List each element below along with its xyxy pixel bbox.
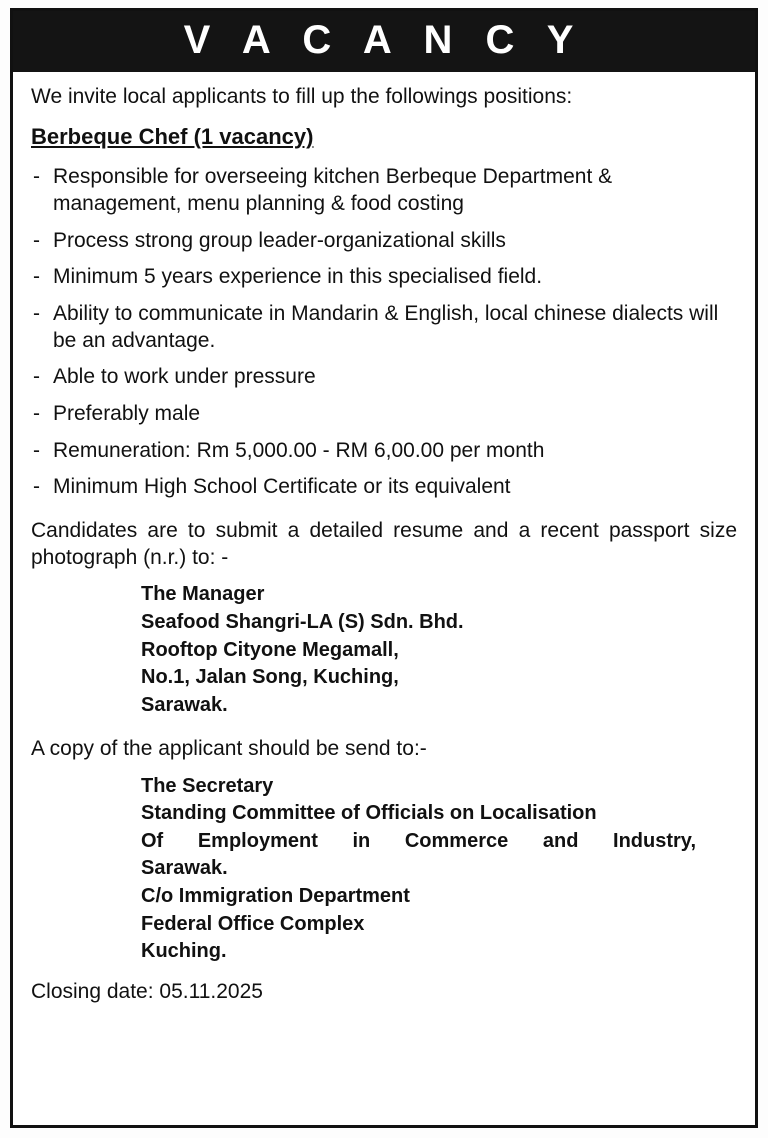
address-line: Federal Office Complex (141, 912, 365, 935)
address-line: Sarawak. (141, 857, 228, 880)
address-line: The Secretary (141, 774, 274, 797)
copy-instruction: A copy of the applicant should be send to:- (31, 737, 427, 761)
job-title: Berbeque Chef (1 vacancy) (31, 124, 314, 150)
submit-instruction: Candidates are to submit a detailed resume and a recent passport size photograph (n.r.) to: - (31, 518, 737, 570)
address-line: Of Employment in Commerce and Industry, (141, 829, 696, 852)
list-item: - Minimum 5 years experience in this specialised field. (31, 264, 737, 291)
address-line: Rooftop Cityone Megamall, (141, 638, 399, 661)
address-line: Kuching. (141, 940, 227, 963)
address-line: C/o Immigration Department (141, 885, 410, 908)
list-item: - Minimum High School Certificate or its equivalent (31, 474, 737, 501)
advertisement-frame (10, 8, 758, 1128)
list-item: - Process strong group leader-organizational skills (31, 228, 737, 255)
list-item: - Able to work under pressure (31, 364, 737, 391)
address-line: Standing Committee of Officials on Localisation (141, 802, 597, 825)
secondary-address-block (31, 773, 737, 966)
requirements-list (31, 164, 737, 501)
vacancy-banner (13, 11, 755, 72)
address-line: Sarawak. (141, 693, 228, 716)
advertisement-body (13, 72, 755, 1125)
address-line: The Manager (141, 583, 265, 606)
list-item: - Responsible for overseeing kitchen Berbeque Department & management, menu planning & food costing (31, 164, 737, 217)
list-item: - Remuneration: Rm 5,000.00 - RM 6,00.00 per month (31, 438, 737, 465)
closing-date: Closing date: 05.11.2025 (31, 979, 263, 1003)
intro-text: We invite local applicants to fill up the followings positions: (31, 85, 573, 108)
list-item: - Preferably male (31, 401, 737, 428)
list-item: - Ability to communicate in Mandarin & English, local chinese dialects will be an advantage. (31, 301, 737, 354)
address-line: Seafood Shangri-LA (S) Sdn. Bhd. (141, 611, 464, 633)
banner-title: V A C A N C Y (183, 18, 585, 62)
address-line: No.1, Jalan Song, Kuching, (141, 666, 399, 689)
primary-address-block (31, 581, 737, 719)
